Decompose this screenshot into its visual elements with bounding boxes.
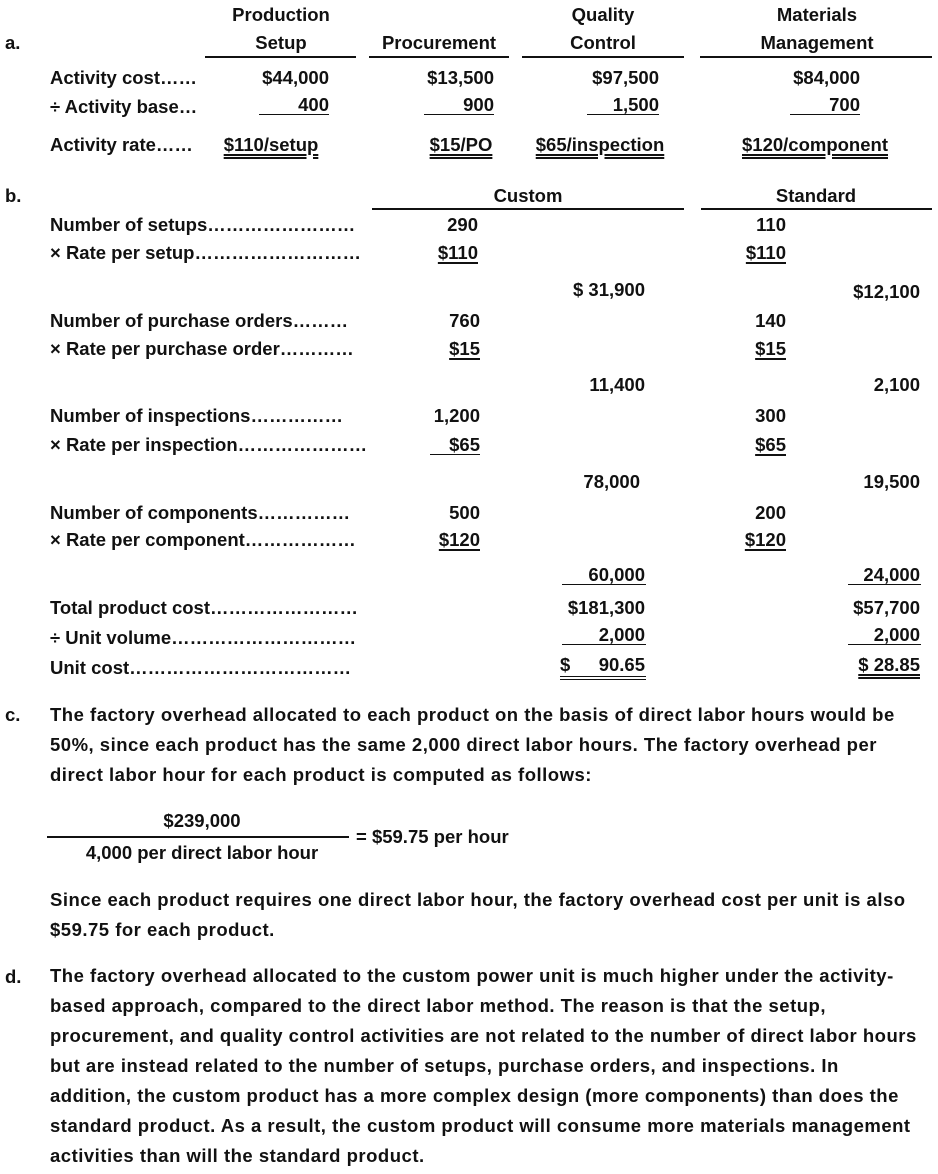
- standard-rate: $110: [745, 242, 786, 263]
- standard-rate: $65: [755, 434, 786, 455]
- custom-quantity: 1,200: [433, 405, 480, 426]
- part-d-label: d.: [5, 966, 22, 987]
- unit-cost-double-rule: [560, 679, 646, 680]
- row-label: × Rate per component………………: [50, 529, 356, 550]
- standard-quantity: 140: [755, 310, 786, 331]
- subtotal-underline: [848, 584, 921, 585]
- base-procurement: 900: [463, 94, 494, 115]
- custom-rate: $65: [449, 434, 480, 455]
- part-b-label: b.: [5, 185, 22, 206]
- activity-cost-label: Activity cost……: [50, 67, 198, 88]
- custom-rate: $15: [449, 338, 480, 359]
- custom-subtotal: $ 31,900: [572, 279, 645, 300]
- row-label: Number of setups……………………: [50, 214, 356, 235]
- activity-base-label: ÷ Activity base…: [50, 96, 198, 117]
- cost-quality: $97,500: [592, 67, 659, 88]
- unit-cost-custom-sign: $: [560, 654, 571, 675]
- volume-underline: [562, 644, 646, 645]
- custom-quantity: 500: [449, 502, 480, 523]
- standard-quantity: 200: [755, 502, 786, 523]
- custom-subtotal: 60,000: [588, 564, 645, 585]
- unit-cost-custom: 90.65: [598, 654, 645, 675]
- row-label: × Rate per purchase order…………: [50, 338, 354, 359]
- formula-denominator: 4,000 per direct labor hour: [85, 842, 319, 863]
- cost-setup: $44,000: [262, 67, 329, 88]
- header-rule: [369, 56, 509, 58]
- header-rule: [372, 208, 684, 210]
- standard-rate: $15: [755, 338, 786, 359]
- formula-result: = $59.75 per hour: [356, 826, 509, 847]
- total-cost-label: Total product cost……………………: [50, 597, 358, 618]
- header-rule: [700, 56, 932, 58]
- unit-cost-double-rule: [560, 676, 646, 677]
- row-label: Number of inspections……………: [50, 405, 343, 426]
- cost-procurement: $13,500: [427, 67, 494, 88]
- row-label: × Rate per setup………………………: [50, 242, 361, 263]
- base-underline: [259, 114, 329, 115]
- custom-rate: $120: [438, 529, 480, 550]
- part-c-paragraph: The factory overhead allocated to each product on the basis of direct labor hours would be 50%, since each product has the same 2,000 direct labor hours. The factory overhead per direct labor hour for each product is computed as follows:: [50, 704, 895, 785]
- part-c-conclusion: Since each product requires one direct labor hour, the factory overhead cost per unit is also $59.75 for each product.: [50, 889, 906, 940]
- unit-cost-label: Unit cost………………………………: [50, 657, 352, 678]
- rate-underline: [430, 454, 480, 455]
- part-c-label: c.: [5, 704, 21, 725]
- base-underline: [424, 114, 494, 115]
- row-label: Number of purchase orders………: [50, 310, 349, 331]
- header-materials: Materials: [776, 4, 858, 25]
- header-rule: [205, 56, 356, 58]
- activity-rate-label: Activity rate……: [50, 134, 193, 155]
- header-production: Production: [232, 4, 330, 25]
- custom-subtotal: 11,400: [589, 374, 645, 395]
- rate-materials: $120/component: [742, 134, 888, 155]
- header-rule: [522, 56, 684, 58]
- unit-volume-label: ÷ Unit volume…………………………: [50, 627, 357, 648]
- header-rule: [701, 208, 932, 210]
- rate-quality: $65/inspection: [535, 134, 665, 155]
- rate-procurement: $15/PO: [429, 134, 493, 155]
- unit-volume-custom: 2,000: [598, 624, 645, 645]
- base-quality: 1,500: [612, 94, 659, 115]
- standard-subtotal: 19,500: [863, 471, 920, 492]
- header-setup: Setup: [255, 32, 307, 53]
- total-cost-standard: $57,700: [853, 597, 920, 618]
- custom-quantity: 290: [447, 214, 478, 235]
- fraction-bar: [47, 836, 349, 838]
- header-quality: Quality: [571, 4, 635, 25]
- row-label: Number of components……………: [50, 502, 351, 523]
- base-underline: [587, 114, 659, 115]
- header-control: Control: [570, 32, 636, 53]
- subtotal-underline: [562, 584, 646, 585]
- formula-numerator: $239,000: [163, 810, 241, 831]
- standard-rate: $120: [744, 529, 786, 550]
- standard-subtotal: 24,000: [863, 564, 920, 585]
- total-cost-custom: $181,300: [567, 597, 645, 618]
- unit-cost-standard: $ 28.85: [858, 654, 920, 675]
- base-materials: 700: [829, 94, 860, 115]
- part-a-label: a.: [5, 32, 21, 53]
- header-custom: Custom: [493, 185, 563, 206]
- rate-setup: $110/setup: [223, 134, 319, 155]
- unit-volume-standard: 2,000: [873, 624, 920, 645]
- custom-quantity: 760: [449, 310, 480, 331]
- standard-quantity: 110: [756, 214, 786, 235]
- header-standard: Standard: [775, 185, 857, 206]
- custom-rate: $110: [437, 242, 478, 263]
- header-procurement: Procurement: [381, 32, 497, 53]
- header-management: Management: [760, 32, 874, 53]
- custom-subtotal: 78,000: [583, 471, 640, 492]
- standard-subtotal: $12,100: [853, 281, 920, 302]
- base-underline: [790, 114, 860, 115]
- standard-subtotal: 2,100: [873, 374, 920, 395]
- row-label: × Rate per inspection…………………: [50, 434, 368, 455]
- part-d-paragraph: The factory overhead allocated to the custom power unit is much higher under the activity-based approach, compared to the direct labor method. The reason is that the setup, procurement, and quality control activities are not related to the number of direct labor hours but are instead related to the number of setups, purchase orders, and inspections. In addition, the custom product has a more complex design (more components) than does the standard product. As a result, the custom product will consume more materials management activities than will the standard product.: [50, 965, 917, 1166]
- volume-underline: [848, 644, 921, 645]
- cost-materials: $84,000: [793, 67, 860, 88]
- base-setup: 400: [298, 94, 329, 115]
- standard-quantity: 300: [755, 405, 786, 426]
